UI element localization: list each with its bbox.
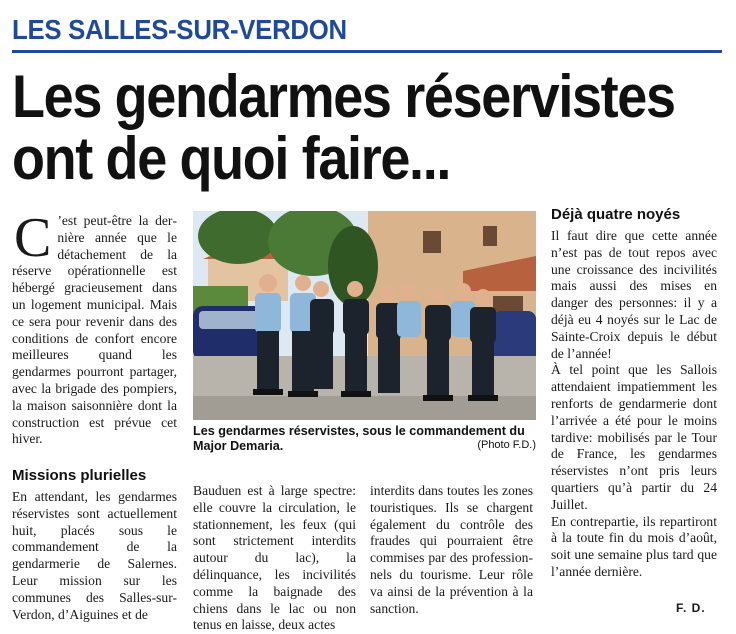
column-4-paragraph-2: À tel point que les Sallois attendaient impatiemment les renforts de gendarmerie dont l’arrivée a été pour le moins tardive: mobilisés par le Tour de France, les gendarmes réservistes n’ont pris leurs quartiers qu’à partir du 24 Juillet. (551, 362, 717, 512)
column-3 (370, 483, 533, 617)
article-photo (193, 211, 536, 420)
column-2 (193, 483, 356, 634)
column-4-paragraph-1: Il faut dire que cette année n’est pas de tout repos avec une croissance des incivilités mais aussi des mises en danger des personnes: il y a déjà eu 4 noyés sur le Lac de Sainte-Croix depuis le début de l’année! (551, 228, 717, 361)
gendarmes-photo-illustration (193, 211, 536, 420)
drop-cap: C (14, 207, 52, 269)
photo-caption (193, 424, 536, 454)
missions-section (12, 467, 177, 623)
noyes-subhead: Déjà quatre noyés (551, 206, 681, 223)
photo-credit: (Photo F.D.) (477, 439, 536, 451)
missions-subhead: Missions plurielles (12, 467, 147, 484)
column-4-paragraph-3: En contrepartie, ils repartiront à la toute fin du mois d’août, soit une semaine plus tard que l’année dernière. (551, 513, 717, 579)
caption-text: Les gendarmes réservistes, sous le commandement du Major Demaria. (193, 424, 525, 453)
column-4 (551, 206, 717, 581)
lead-paragraph (12, 207, 177, 448)
column-3-text: interdits dans toutes les zones touristiques. Ils se chargent également du contrôle des fraudes qui pourraient être commises par des professionnels du tourisme. Leur rôle va ainsi de la prévention à la sanction. (370, 483, 533, 616)
lead-text: ’est peut-être la dernière année que le détachement de la réserve opérationnelle est hébergé gracieusement dans un logement municipal. Mais ce sera pour revenir dans des conditions de confort encore meilleures quand les gendarmes pourront partager, avec la brigade des pompiers, la maison saisonnière dont la construction est prévue cet hiver. (12, 213, 177, 447)
author-signature: F. D. (676, 601, 706, 615)
section-kicker: LES SALLES-SUR-VERDON (12, 14, 347, 45)
headline-line-2: ont de quoi faire... (12, 125, 451, 192)
kicker-rule (12, 50, 722, 53)
headline-line-1: Les gendarmes réservistes (12, 63, 675, 130)
headline (12, 63, 675, 192)
missions-text: En attendant, les gendarmes réservistes sont actuellement huit, placés sous le commandement de la gendarmerie de Salernes. Leur mission sur les communes des Salles-sur-Verdon, d’Aiguines et de (12, 489, 177, 622)
column-2-text: Bauduen est à large spectre: elle couvre la circulation, le stationnement, les feux (qui sont strictement interdits autour du lac), la délinquance, les incivilités comme la baignade des chiens dans le lac ou non tenus en laisse, deux actes (193, 483, 356, 633)
